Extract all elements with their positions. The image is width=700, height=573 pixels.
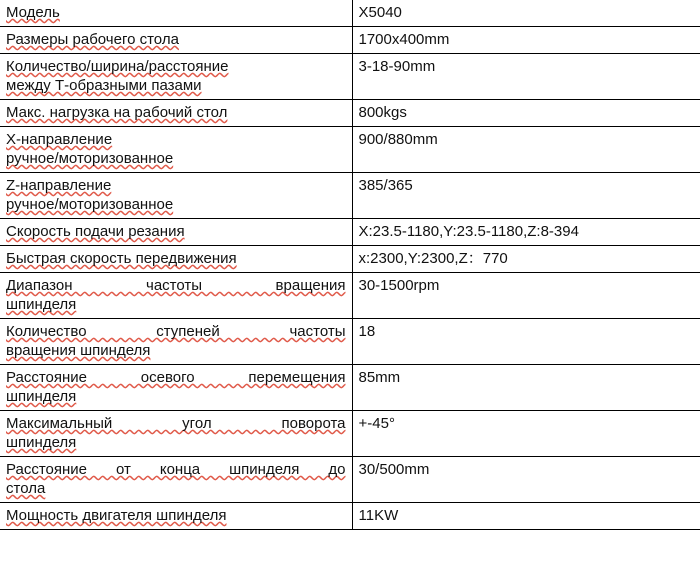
spec-label-line: Мощность двигателя шпинделя: [6, 507, 227, 524]
table-row: [0, 173, 700, 219]
spec-value-cell: X:23.5-1180,Y:23.5-1180,Z:8-394: [352, 219, 700, 246]
spec-label-line: Модель: [6, 4, 60, 21]
spec-value-cell: 800kgs: [352, 100, 700, 127]
spec-label-line: Количество ступеней частоты: [6, 323, 346, 340]
spec-label-line: Расстояние от конца шпинделя до: [6, 461, 346, 478]
spec-label-line: стола: [6, 480, 46, 497]
spec-label-line: шпинделя: [6, 388, 77, 405]
spec-label-cell: [0, 503, 352, 530]
spec-label-line: X-направление: [6, 131, 113, 148]
table-row: [0, 219, 700, 246]
spec-label-line: ручное/моторизованное: [6, 196, 174, 213]
spec-value-cell: +-45°: [352, 411, 700, 457]
spec-label-line: Количество/ширина/расстояние: [6, 58, 229, 75]
spec-label-cell: [0, 27, 352, 54]
spec-label-line: Скорость подачи резания: [6, 223, 185, 240]
spec-value-cell: 18: [352, 319, 700, 365]
spec-label-cell: [0, 411, 352, 457]
spec-value-cell: 30-1500rpm: [352, 273, 700, 319]
spec-label-cell: [0, 219, 352, 246]
spec-value-cell: x:2300,Y:2300,Z：770: [352, 246, 700, 273]
spec-label-line: Макс. нагрузка на рабочий стол: [6, 104, 228, 121]
spec-label-cell: [0, 173, 352, 219]
spec-label-line: Максимальный угол поворота: [6, 415, 346, 432]
spec-value-cell: X5040: [352, 0, 700, 27]
spec-value-cell: 1700x400mm: [352, 27, 700, 54]
table-row: [0, 411, 700, 457]
spec-label-line: Расстояние осевого перемещения: [6, 369, 346, 386]
table-row: [0, 319, 700, 365]
spec-label-line: шпинделя: [6, 296, 77, 313]
spec-label-cell: [0, 457, 352, 503]
spec-label-cell: [0, 365, 352, 411]
table-row: [0, 0, 700, 27]
spec-label-cell: [0, 319, 352, 365]
table-row: [0, 127, 700, 173]
spec-label-cell: [0, 246, 352, 273]
spec-label-line: Быстрая скорость передвижения: [6, 250, 237, 267]
table-row: [0, 54, 700, 100]
table-row: [0, 246, 700, 273]
spec-label-line: между Т-образными пазами: [6, 77, 202, 94]
table-row: [0, 365, 700, 411]
spec-label-line: Z-направление: [6, 177, 112, 194]
spec-value-cell: 385/365: [352, 173, 700, 219]
spec-label-cell: [0, 273, 352, 319]
spec-label-cell: [0, 127, 352, 173]
spec-value-cell: 3-18-90mm: [352, 54, 700, 100]
spec-label-cell: [0, 0, 352, 27]
table-row: [0, 27, 700, 54]
spec-value-cell: 85mm: [352, 365, 700, 411]
table-row: [0, 457, 700, 503]
spec-label-line: вращения шпинделя: [6, 342, 151, 359]
spec-value-cell: 11KW: [352, 503, 700, 530]
spec-value-cell: 900/880mm: [352, 127, 700, 173]
table-row: [0, 503, 700, 530]
table-row: [0, 100, 700, 127]
spec-label-line: Размеры рабочего стола: [6, 31, 179, 48]
spec-label-line: ручное/моторизованное: [6, 150, 174, 167]
spec-label-cell: [0, 54, 352, 100]
spec-value-cell: 30/500mm: [352, 457, 700, 503]
spec-label-cell: [0, 100, 352, 127]
spec-label-line: шпинделя: [6, 434, 77, 451]
table-row: [0, 273, 700, 319]
spec-label-line: Диапазон частоты вращения: [6, 277, 346, 294]
